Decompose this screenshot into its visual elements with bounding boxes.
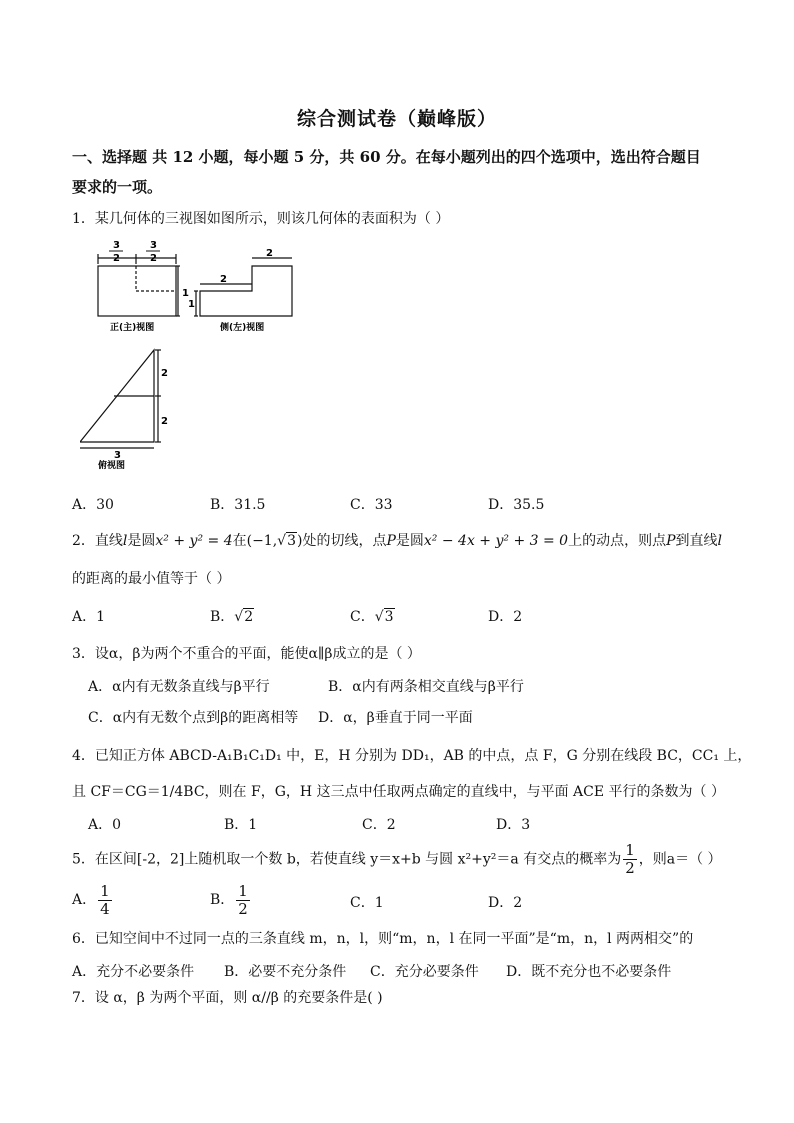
q5-option-d: D．2 [488,895,523,911]
section-header-line1: 一、选择题 共 12 小题，每小题 5 分，共 60 分。在每小题列出的四个选项中，选出符合题目 [72,148,701,166]
q5-option-b [210,882,252,918]
q5-option-b-letter: B． [210,892,235,908]
front-view-label: 正(主)视图 [110,323,155,333]
top-dim-2-lower: 2 [161,416,168,427]
q4-option-c: C．2 [362,817,396,833]
side-dim-2-low: 2 [220,274,227,285]
side-view-label: 侧(左)视图 [220,323,265,333]
q2-option-d: D．2 [488,609,523,625]
q4-option-b: B．1 [224,817,258,833]
q2-option-b: B．√2 [210,609,254,625]
q2-point-sqrt: 3 [287,533,297,549]
q2-equation-1: x² + y² = 4 [155,533,233,549]
q3-stem: 3．设α，β为两个不重合的平面，能使α∥β成立的是（ ） [72,646,421,662]
q7-stem: 7．设 α，β 为两个平面，则 α//β 的充要条件是( ) [72,990,383,1006]
q3-option-a: A．α内有无数条直线与β平行 [88,679,270,695]
q5-option-a-letter: A． [72,892,97,908]
q6-option-b: B．必要不充分条件 [224,964,347,980]
q2-text-g: 到直线 [675,533,718,549]
q2-option-c: C．√3 [350,609,394,625]
q5-frac-den: 2 [625,859,635,877]
q1-option-a: A．30 [72,497,114,513]
q2-equation-2: x² − 4x + y² + 3 = 0 [423,533,569,549]
q2-text-d: 处的切线，点 [302,533,387,549]
q4-option-a: A．0 [88,817,122,833]
q2-text-e: 是圆 [395,533,424,549]
q6-option-c: C．充分必要条件 [370,964,479,980]
q1-option-c: C．33 [350,497,393,513]
front-dim-1: 1 [182,288,189,299]
q2-var-l: l [122,533,128,549]
front-dim-3-left-num: 3 [113,240,120,251]
q5-option-a-num: 1 [100,881,110,900]
q2-stem-line1: 2．直线l是圆x² + y² = 4在(−1,√3)处的切线，点P是圆x² − 4x + y² + 3 = 0上的动点，则点P到直线l [72,533,722,549]
q2-text-a: 2．直线 [72,533,123,549]
q1-option-b: B．31.5 [210,497,266,513]
page-title: 综合测试卷（巅峰版） [296,108,497,130]
q5-stem-text-a: 5．在区间[-2，2]上随机取一个数 b，若使直线 y＝x+b 与圆 x²+y²＝a 有交点的概率为 [72,851,622,868]
q5-stem-text-b: ，则a＝（ ） [638,851,722,868]
q5-option-b-fraction [236,883,250,918]
q2-option-c-letter: C． [350,609,375,625]
front-view [98,254,180,316]
q3-option-d: D．α，β垂直于同一平面 [318,710,473,726]
q3-option-c: C．α内有无数个点到β的距离相等 [88,710,299,726]
q5-option-b-num: 1 [238,881,248,900]
front-dim-3-right-num: 3 [150,240,157,251]
q2-option-b-letter: B． [210,609,235,625]
q4-stem-line1: 4．已知正方体 ABCD-A₁B₁C₁D₁ 中，E，H 分别为 DD₁，AB 的中点，点 F，G 分别在线段 BC，CC₁ 上， [72,748,752,764]
q5-option-c: C．1 [350,895,384,911]
q2-var-p2: P [666,533,676,549]
section-header-line2: 要求的一项。 [72,178,163,196]
q5-frac-num: 1 [625,841,635,859]
q1-three-view-figure [80,236,320,472]
q2-point-left: (−1, [246,533,278,549]
top-view [80,350,161,448]
q2-text-b: 是圆 [127,533,156,549]
side-dim-2-top: 2 [266,248,273,259]
q2-option-a: A．1 [72,609,106,625]
front-dim-2-right-den: 2 [150,253,157,264]
top-dim-3: 3 [114,450,121,461]
q4-stem-line2: 且 CF＝CG＝1/4BC，则在 F，G，H 这三点中任取两点确定的直线中，与平面 ACE 平行的条数为（ ） [72,784,725,800]
q1-stem: 1．某几何体的三视图如图所示，则该几何体的表面积为（ ） [72,211,450,227]
top-dim-2-upper: 2 [161,368,168,379]
top-view-label: 俯视图 [98,461,126,471]
q3-option-b: B．α内有两条相交直线与β平行 [328,679,524,695]
q2-stem-line2: 的距离的最小值等于（ ） [72,571,231,587]
q2-text-f: 上的动点，则点 [568,533,667,549]
q5-stem [72,842,722,877]
side-dim-1: 1 [188,299,195,310]
q2-var-p: P [386,533,396,549]
q5-option-a [72,882,114,918]
q2-text-c: 在 [232,533,247,549]
q6-stem: 6．已知空间中不过同一点的三条直线 m，n，l，则“m，n，l 在同一平面”是“m，n，l 两两相交”的 [72,931,694,947]
q5-option-a-den: 4 [100,899,110,918]
q2-option-c-sqrt: 3 [384,609,394,625]
q2-point-right: ) [297,533,303,549]
q4-option-d: D．3 [496,817,531,833]
q6-option-d: D．既不充分也不必要条件 [506,964,672,980]
front-dim-2-left-den: 2 [113,253,120,264]
q5-option-a-fraction [98,883,112,918]
side-view [194,258,292,316]
q5-probability-fraction [623,842,637,877]
q2-option-b-sqrt: 2 [244,609,254,625]
q2-var-l2: l [717,533,722,549]
q5-option-b-den: 2 [238,899,248,918]
q1-option-d: D．35.5 [488,497,545,513]
q6-option-a: A．充分不必要条件 [72,964,195,980]
